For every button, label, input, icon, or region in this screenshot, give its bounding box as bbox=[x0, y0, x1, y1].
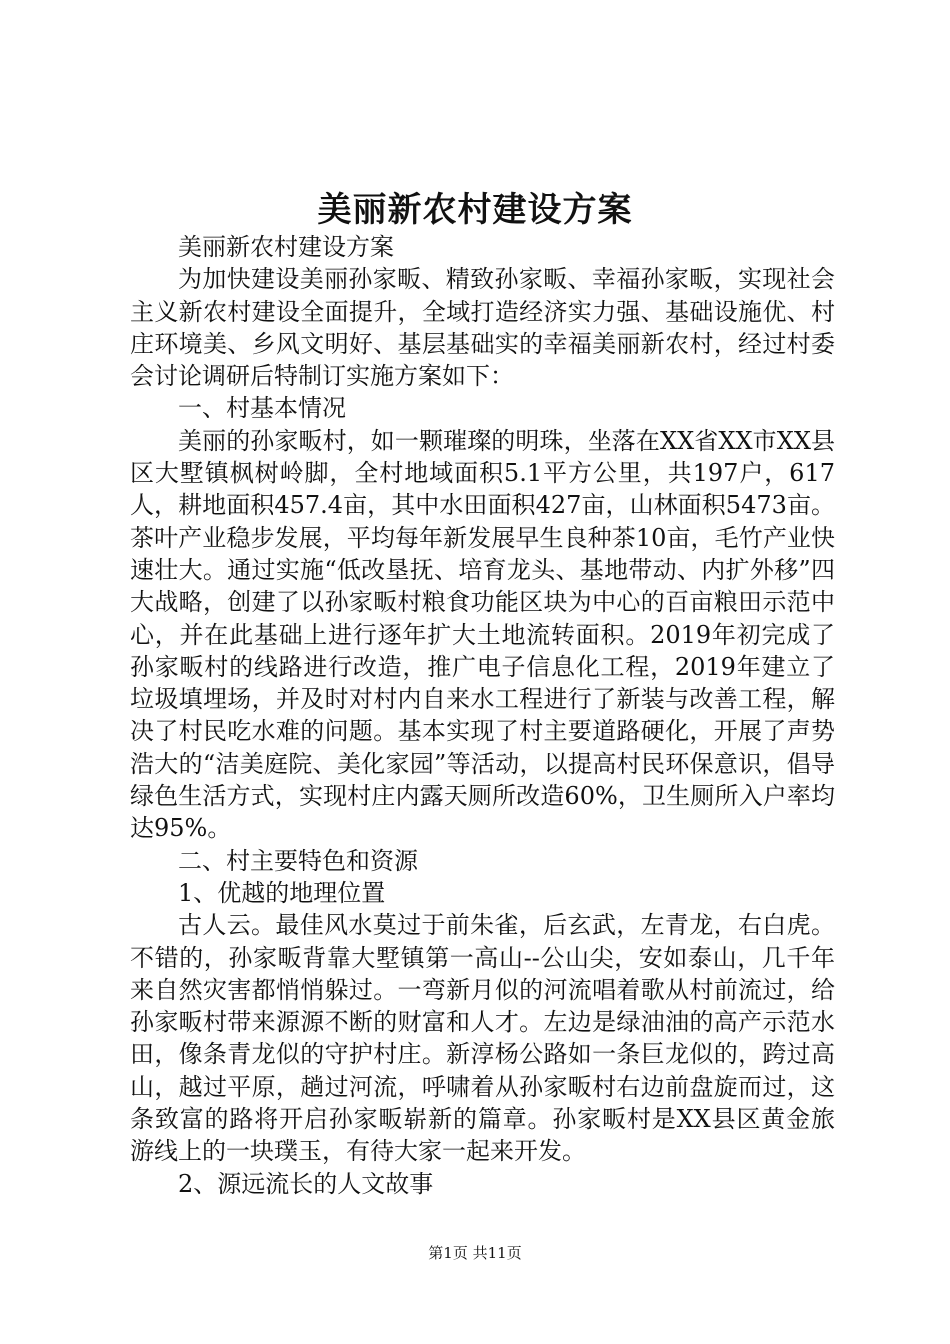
document-body bbox=[130, 231, 835, 1200]
subheading-location: 1、优越的地理位置 bbox=[178, 878, 386, 907]
paragraph-intro: 为加快建设美丽孙家畈、精致孙家畈、幸福孙家畈，实现社会主义新农村建设全面提升，全域打造经济实力强、基础设施优、村庄环境美、乡风文明好、基层基础实的幸福美丽新农村，经过村委会讨论调研后特制订实施方案如下： bbox=[130, 265, 835, 391]
page-footer: 第1页 共11页 bbox=[428, 1244, 522, 1262]
paragraph-location: 古人云。最佳风水莫过于前朱雀，后玄武，左青龙，右白虎。不错的，孙家畈背靠大墅镇第一高山--公山尖，安如泰山，几千年来自然灾害都悄悄躲过。一弯新月似的河流唱着歌从村前流过，给孙家畈村带来源源不断的财富和人才。左边是绿油油的高产示范水田，像条青龙似的守护村庄。新淳杨公路如一条巨龙似的，跨过高山，越过平原，趟过河流，呼啸着从孙家畈村右边前盘旋而过，这条致富的路将开启孙家畈崭新的篇章。孙家畈村是XX县区黄金旅游线上的一块璞玉，有待大家一起来开发。 bbox=[130, 911, 835, 1166]
document-title: 美丽新农村建设方案 bbox=[317, 190, 633, 230]
subheading-culture: 2、源远流长的人文故事 bbox=[178, 1169, 434, 1198]
section-heading-basic-info: 一、村基本情况 bbox=[178, 394, 346, 423]
section-heading-features: 二、村主要特色和资源 bbox=[178, 846, 418, 875]
paragraph-basic-info: 美丽的孙家畈村，如一颗璀璨的明珠，坐落在XX省XX市XX县区大墅镇枫树岭脚，全村地域面积5.1平方公里，共197户，617人，耕地面积457.4亩，其中水田面积427亩，山林面积5473亩。茶叶产业稳步发展，平均每年新发展早生良种茶10亩，毛竹产业快速壮大。通过实施“低改垦抚、培育龙头、基地带动、内扩外移”四大战略，创建了以孙家畈村粮食功能区块为中心的百亩粮田示范中心，并在此基础上进行逐年扩大土地流转面积。2019年初完成了孙家畈村的线路进行改造，推广电子信息化工程，2019年建立了垃圾填埋场，并及时对村内自来水工程进行了新装与改善工程，解决了村民吃水难的问题。基本实现了村主要道路硬化，开展了声势浩大的“洁美庭院、美化家园”等活动，以提高村民环保意识，倡导绿色生活方式，实现村庄内露天厕所改造60%，卫生厕所入户率均达95%。 bbox=[130, 426, 835, 843]
paragraph-subtitle: 美丽新农村建设方案 bbox=[178, 233, 394, 261]
